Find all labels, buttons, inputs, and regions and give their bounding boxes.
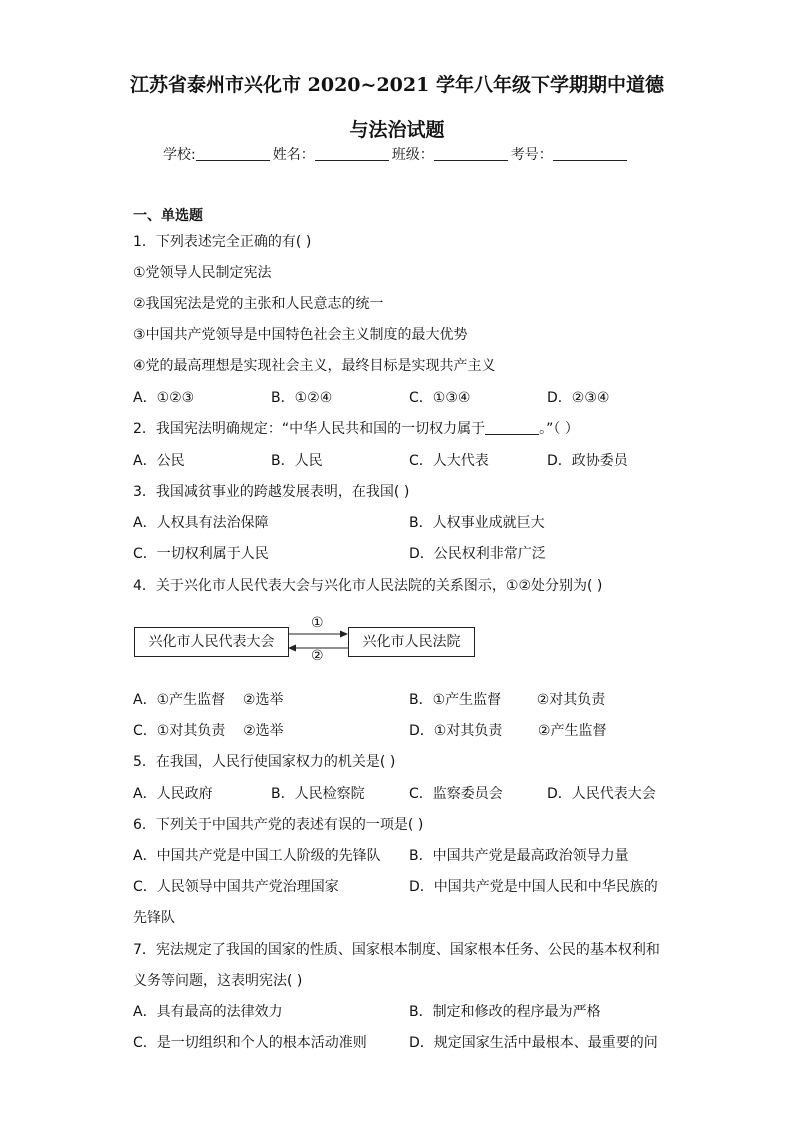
q3-option-d[interactable]: D．公民权利非常广泛 bbox=[409, 546, 546, 562]
q6-option-b[interactable]: B．中国共产党是最高政治领导力量 bbox=[409, 848, 629, 864]
q5-option-b[interactable]: B．人民检察院 bbox=[271, 786, 365, 802]
q6-option-c[interactable]: C．人民领导中国共产党治理国家 bbox=[133, 879, 339, 895]
diagram-label-2: ② bbox=[311, 648, 324, 664]
name-blank bbox=[315, 146, 389, 161]
q3-option-a[interactable]: A．人权具有法治保障 bbox=[133, 515, 269, 531]
exam-no-blank bbox=[553, 146, 627, 161]
question-1-stem: 1．下列表述完全正确的有( ) bbox=[133, 234, 312, 250]
q5-option-d[interactable]: D．人民代表大会 bbox=[547, 786, 656, 802]
page-title: 江苏省泰州市兴化市 2020~2021 学年八年级下学期期中道德 bbox=[130, 74, 664, 96]
diagram-box-peoples-congress: 兴化市人民代表大会 bbox=[134, 627, 289, 657]
q2-option-b[interactable]: B．人民 bbox=[271, 453, 323, 469]
q4-option-b[interactable]: B．①产生监督 ②对其负责 bbox=[409, 692, 606, 708]
class-label: 班级： bbox=[391, 147, 434, 163]
q4-option-a[interactable]: A．①产生监督 ②选举 bbox=[133, 692, 284, 708]
arrow-right-head bbox=[340, 631, 348, 638]
q4-option-c[interactable]: C．①对其负责 ②选举 bbox=[133, 723, 284, 739]
q2-fill-blank bbox=[485, 421, 539, 435]
question-3-stem: 3．我国减贫事业的跨越发展表明，在我国( ) bbox=[133, 484, 410, 500]
question-2-stem bbox=[133, 420, 579, 438]
school-blank bbox=[196, 146, 270, 161]
q1-option-c[interactable]: C．①③④ bbox=[409, 390, 471, 406]
exam-no-label: 考号： bbox=[510, 147, 553, 163]
question-6-stem: 6．下列关于中国共产党的表述有误的一项是( ) bbox=[133, 817, 424, 833]
q7-option-b[interactable]: B．制定和修改的程序最为严格 bbox=[409, 1004, 601, 1020]
diagram-label-1: ① bbox=[311, 615, 324, 631]
page-title-line2: 与法治试题 bbox=[349, 119, 445, 141]
q2-option-c[interactable]: C．人大代表 bbox=[409, 453, 489, 469]
question-7-stem: 7．宪法规定了我国的国家的性质、国家根本制度、国家根本任务、公民的基本权利和 bbox=[133, 942, 660, 958]
q3-option-b[interactable]: B．人权事业成就巨大 bbox=[409, 515, 545, 531]
question-5-stem: 5．在我国，人民行使国家权力的机关是( ) bbox=[133, 754, 396, 770]
school-label: 学校: bbox=[163, 147, 196, 163]
q6-option-d[interactable]: D．中国共产党是中国人民和中华民族的 bbox=[409, 879, 658, 895]
q1-statement-2: ②我国宪法是党的主张和人民意志的统一 bbox=[133, 296, 384, 312]
q1-statement-4: ④党的最高理想是实现社会主义，最终目标是实现共产主义 bbox=[133, 358, 496, 374]
q7-option-c[interactable]: C．是一切组织和个人的根本活动准则 bbox=[133, 1035, 367, 1051]
q1-option-d[interactable]: D．②③④ bbox=[547, 390, 610, 406]
question-4-stem: 4．关于兴化市人民代表大会与兴化市人民法院的关系图示，①②处分别为( ) bbox=[133, 578, 603, 594]
diagram-box-peoples-court: 兴化市人民法院 bbox=[348, 627, 475, 657]
q4-option-d[interactable]: D．①对其负责 ②产生监督 bbox=[409, 723, 607, 739]
arrow-left-head bbox=[288, 645, 296, 652]
q6-option-d-continuation: 先锋队 bbox=[133, 910, 175, 926]
q7-option-d[interactable]: D．规定国家生活中最根本、最重要的问 bbox=[409, 1035, 658, 1051]
q6-option-a[interactable]: A．中国共产党是中国工人阶级的先锋队 bbox=[133, 848, 381, 864]
q2-option-d[interactable]: D．政协委员 bbox=[547, 453, 628, 469]
q1-statement-1: ①党领导人民制定宪法 bbox=[133, 265, 272, 281]
q1-option-a[interactable]: A．①②③ bbox=[133, 390, 195, 406]
q5-option-a[interactable]: A．人民政府 bbox=[133, 786, 213, 802]
q7-option-a[interactable]: A．具有最高的法律效力 bbox=[133, 1004, 283, 1020]
q1-statement-3: ③中国共产党领导是中国特色社会主义制度的最大优势 bbox=[133, 327, 468, 343]
q3-option-c[interactable]: C．一切权利属于人民 bbox=[133, 546, 269, 562]
header-fields bbox=[163, 146, 630, 164]
name-label: 姓名： bbox=[272, 147, 315, 163]
section-heading: 一、单选题 bbox=[133, 208, 203, 224]
q5-option-c[interactable]: C．监察委员会 bbox=[409, 786, 503, 802]
class-blank bbox=[434, 146, 508, 161]
q2-stem-after: 。”（ ） bbox=[539, 421, 579, 437]
q2-stem-before: 2．我国宪法明确规定：“中华人民共和国的一切权力属于 bbox=[133, 421, 486, 437]
q1-option-b[interactable]: B．①②④ bbox=[271, 390, 333, 406]
question-7-stem-line2: 义务等问题，这表明宪法( ) bbox=[133, 973, 303, 989]
q2-option-a[interactable]: A．公民 bbox=[133, 453, 185, 469]
